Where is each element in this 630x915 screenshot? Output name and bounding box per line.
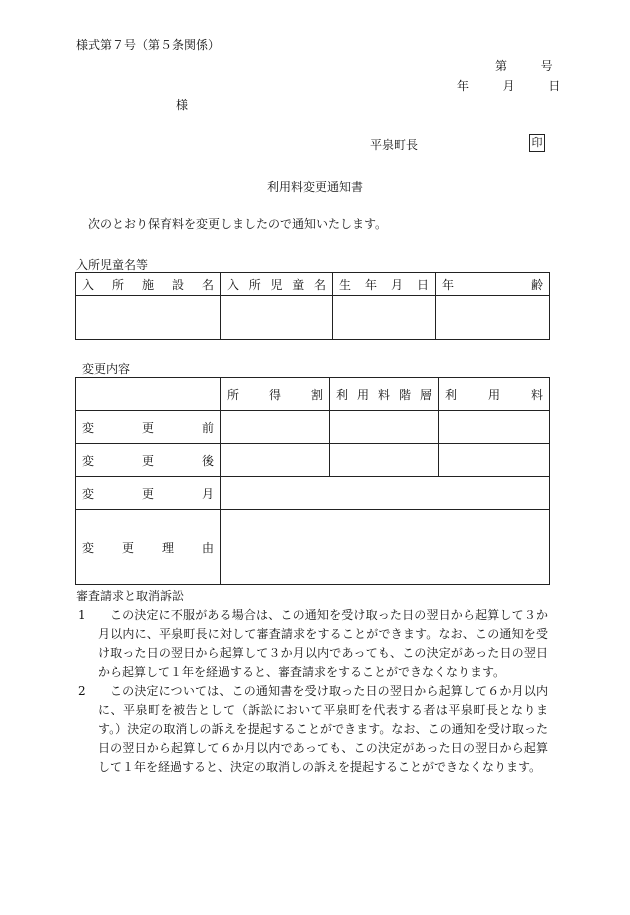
child-info-table xyxy=(75,272,550,340)
child-name-cell[interactable] xyxy=(221,296,333,340)
notes-list xyxy=(76,606,548,777)
change-reason-row xyxy=(76,510,550,585)
child-info-data-row xyxy=(76,296,550,340)
number-label-1: 第 xyxy=(495,59,508,73)
header-child-name: 入 所 児 童 名 xyxy=(221,273,333,296)
row-label-reason: 変 更 理 由 xyxy=(76,510,221,585)
date-year-label: 年 xyxy=(457,79,470,93)
header-fee: 利 用 料 xyxy=(439,378,550,411)
header-fee-tier: 利 用 料 階 層 xyxy=(330,378,439,411)
before-tier-cell[interactable] xyxy=(330,411,439,444)
age-cell[interactable] xyxy=(436,296,550,340)
official-seal xyxy=(529,134,545,152)
number-label-2: 号 xyxy=(540,59,553,73)
birth-date-cell[interactable] xyxy=(333,296,436,340)
header-facility-name: 入 所 施 設 名 xyxy=(76,273,221,296)
document-title: 利用料変更通知書 xyxy=(266,180,363,194)
issuer-name: 平泉町長 xyxy=(370,138,419,152)
document-number xyxy=(495,57,553,74)
after-income-cell[interactable] xyxy=(221,444,330,477)
header-age: 年 齢 xyxy=(436,273,550,296)
seal-label: 印 xyxy=(529,134,545,152)
header-income-based: 所 得 割 xyxy=(221,378,330,411)
child-info-header-row xyxy=(76,273,550,296)
change-month-row xyxy=(76,477,550,510)
before-change-row xyxy=(76,411,550,444)
change-corner-cell xyxy=(76,378,221,411)
note-text: この決定については、この通知書を受け取った日の翌日から起算して６か月以内に、平泉町を被告として（訴訟において平泉町を代表する者は平泉町長となります。）決定の取消しの訴えを提起することができます。なお、この通知を受け取った日の翌日から起算して６か月以内であっても、この決定があった日の翌日から起算して１年を経過すると、決定の取消しの訴えを提起することができなくなります。 xyxy=(98,684,548,774)
note-number: 2 xyxy=(78,684,86,698)
before-fee-cell[interactable] xyxy=(439,411,550,444)
child-section-heading: 入所児童名等 xyxy=(76,258,149,272)
note-item xyxy=(76,682,548,777)
note-number: 1 xyxy=(78,608,86,622)
before-income-cell[interactable] xyxy=(221,411,330,444)
change-reason-cell[interactable] xyxy=(221,510,550,585)
form-number: 様式第７号（第５条関係） xyxy=(76,38,221,52)
change-details-table xyxy=(75,377,550,585)
row-label-before: 変 更 前 xyxy=(76,411,221,444)
header-birth-date: 生 年 月 日 xyxy=(333,273,436,296)
document-date xyxy=(457,77,560,94)
after-tier-cell[interactable] xyxy=(330,444,439,477)
row-label-month: 変 更 月 xyxy=(76,477,221,510)
row-label-after: 変 更 後 xyxy=(76,444,221,477)
after-fee-cell[interactable] xyxy=(439,444,550,477)
facility-name-cell[interactable] xyxy=(76,296,221,340)
date-month-label: 月 xyxy=(502,79,515,93)
notes-heading: 審査請求と取消訴訟 xyxy=(76,589,185,603)
change-month-cell[interactable] xyxy=(221,477,550,510)
note-text: この決定に不服がある場合は、この通知を受け取った日の翌日から起算して３か月以内に、平泉町長に対して審査請求をすることができます。なお、この通知を受け取った日の翌日から起算して３か月以内であっても、この決定があった日の翌日から起算して１年を経過すると、審査請求をすることができなくなります。 xyxy=(98,608,548,679)
intro-text: 次のとおり保育料を変更しましたので通知いたします。 xyxy=(88,217,388,231)
date-day-label: 日 xyxy=(548,79,561,93)
addressee-suffix: 様 xyxy=(176,98,189,112)
change-section-heading: 変更内容 xyxy=(82,362,131,376)
change-header-row xyxy=(76,378,550,411)
after-change-row xyxy=(76,444,550,477)
note-item xyxy=(76,606,548,682)
